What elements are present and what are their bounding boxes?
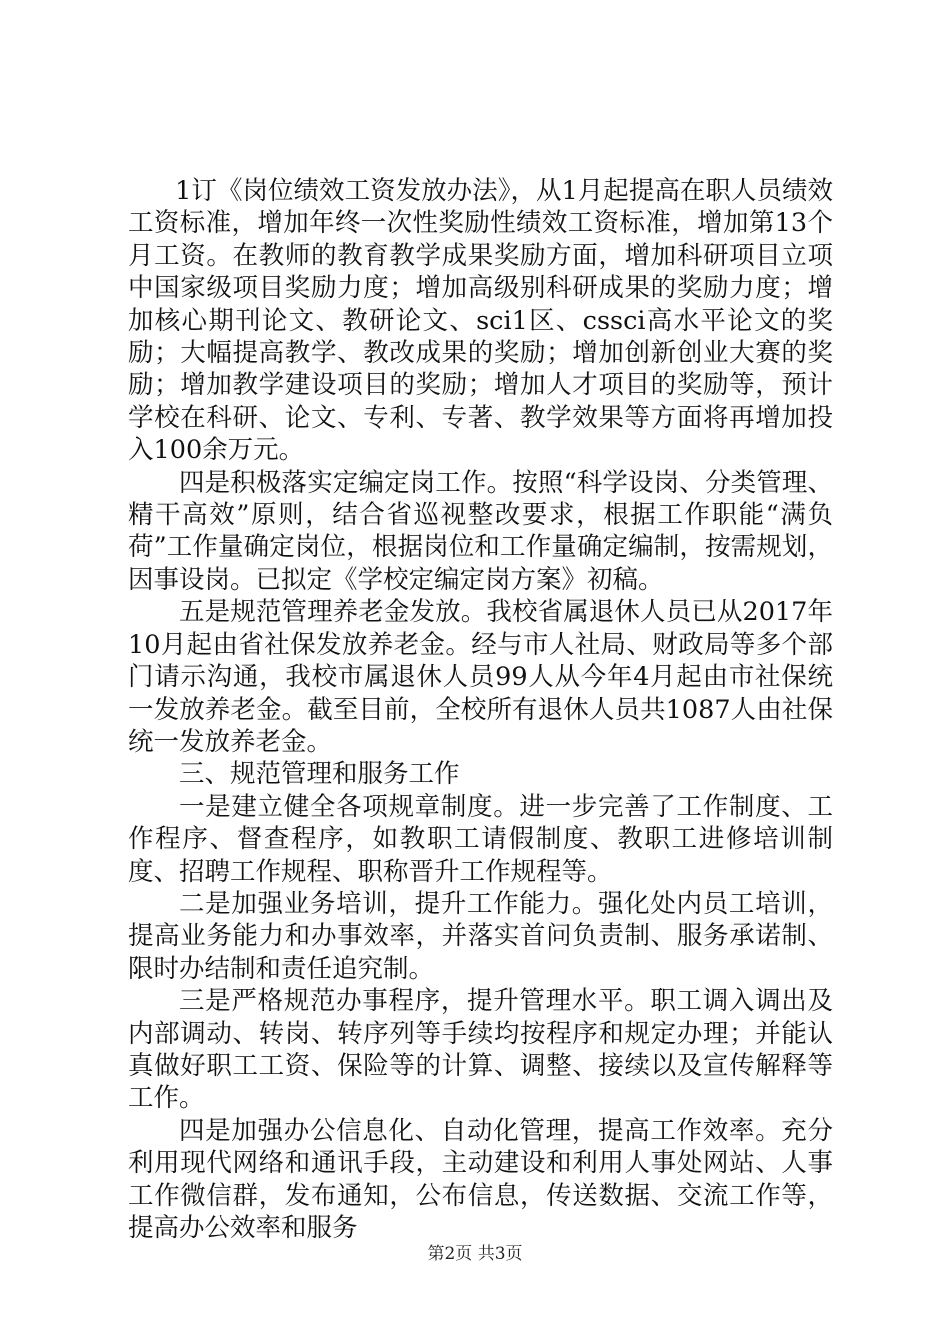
page-number-label: 第2页 共3页 <box>427 1244 523 1264</box>
paragraph-pension: 五是规范管理养老金发放。我校省属退休人员已从2017年10月起由省社保发放养老金。经与市人社局、财政局等多个部门请示沟通，我校市属退休人员99人从今年4月起由市社保统一发放养老金。截至目前，全校所有退休人员共1087人由社保统一发放养老金。 <box>128 597 833 757</box>
page-footer <box>0 1243 950 1265</box>
paragraph-performance-pay: 1订《岗位绩效工资发放办法》，从1月起提高在职人员绩效工资标准，增加年终一次性奖励性绩效工资标准，增加第13个月工资。在教师的教育教学成果奖励方面，增加科研项目立项中国家级项目奖励力度；增加高级别科研成果的奖励力度；增加核心期刊论文、教研论文、sci1区、cssci高水平论文的奖励；大幅提高教学、教改成果的奖励；增加创新创业大赛的奖励；增加教学建设项目的奖励；增加人才项目的奖励等，预计学校在科研、论文、专利、专著、教学效果等方面将再增加投入100余万元。 <box>128 176 833 466</box>
paragraph-training: 二是加强业务培训，提升工作能力。强化处内员工培训，提高业务能力和办事效率，并落实首问负责制、服务承诺制、限时办结制和责任追究制。 <box>128 888 833 984</box>
paragraph-regulations: 一是建立健全各项规章制度。进一步完善了工作制度、工作程序、督查程序，如教职工请假制度、教职工进修培训制度、招聘工作规程、职称晋升工作规程等。 <box>128 791 833 887</box>
paragraph-procedures: 三是严格规范办事程序，提升管理水平。职工调入调出及内部调动、转岗、转序列等手续均按程序和规定办理；并能认真做好职工工资、保险等的计算、调整、接续以及宣传解释等工作。 <box>128 986 833 1114</box>
paragraph-informatization: 四是加强办公信息化、自动化管理，提高工作效率。充分利用现代网络和通讯手段，主动建设和利用人事处网站、人事工作微信群，发布通知，公布信息，传送数据、交流工作等，提高办公效率和服务 <box>128 1115 833 1243</box>
section-heading-management-service: 三、规范管理和服务工作 <box>179 759 460 790</box>
document-body <box>128 175 833 1244</box>
paragraph-staffing: 四是积极落实定编定岗工作。按照“科学设岗、分类管理、精干高效”原则，结合省巡视整改要求，根据工作职能“满负荷”工作量确定岗位，根据岗位和工作量确定编制，按需规划，因事设岗。已拟定《学校定编定岗方案》初稿。 <box>128 467 833 595</box>
